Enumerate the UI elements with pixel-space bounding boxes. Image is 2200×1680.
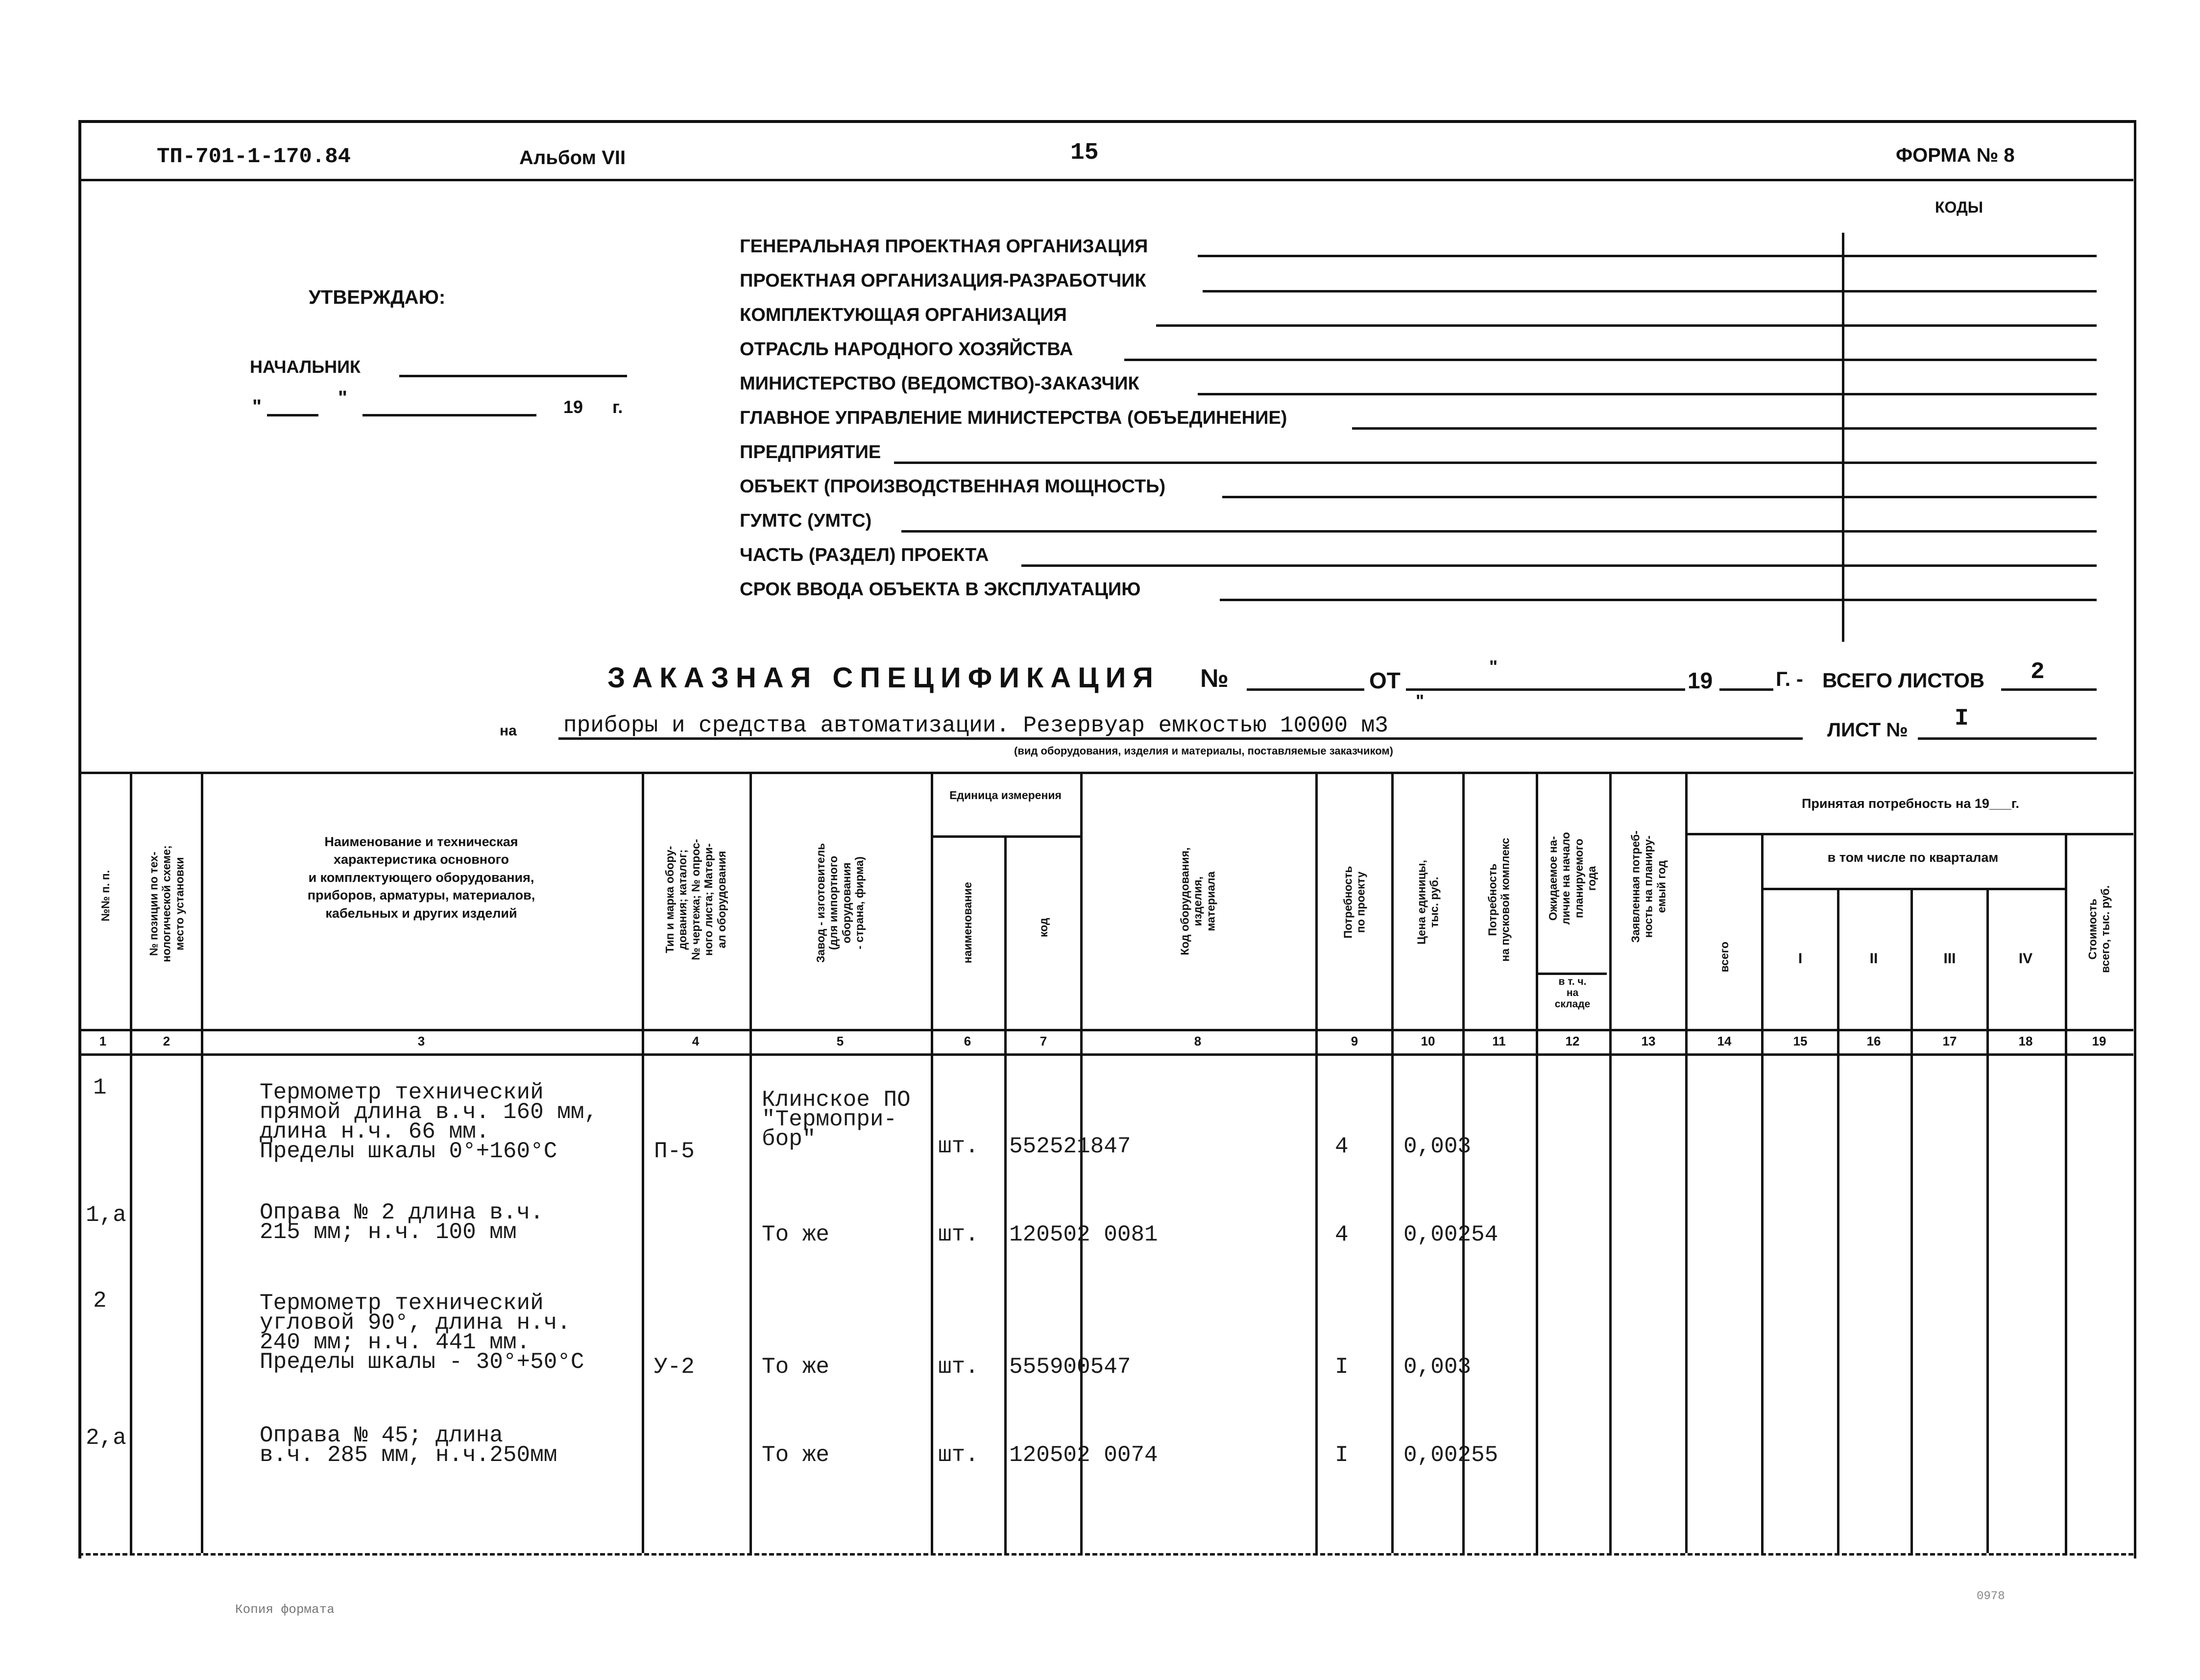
table-top-rule (78, 772, 2133, 774)
org-field-line (1222, 496, 2097, 498)
org-field-line (1021, 564, 2097, 567)
spec-year-line (1719, 688, 1773, 691)
col-header-line: приборов, арматуры, материалов, (307, 888, 535, 903)
org-field-label: МИНИСТЕРСТВО (ВЕДОМСТВО)-ЗАКАЗЧИК (740, 373, 1139, 394)
col-number: 16 (1866, 1034, 1881, 1048)
table-row-qty: 4 (1335, 1222, 1349, 1247)
org-field-line (1203, 290, 2097, 292)
spec-subject-line (558, 737, 1803, 740)
table-row-code: 555900547 (1009, 1354, 1131, 1380)
table-row-maker: Клинское ПО "Термопри- бор" (762, 1087, 911, 1152)
col-header-line: № чертежа; № опрос- (689, 839, 702, 960)
col-number: 9 (1351, 1034, 1358, 1048)
col-header-q2: II (1869, 950, 1878, 967)
col-header-line: Код оборудования, (1178, 847, 1191, 955)
spec-g-label: Г. - (1776, 667, 1803, 690)
quarters-group-rule (1761, 888, 2065, 890)
col-header-cost (2086, 865, 2112, 993)
spec-from-label: ОТ (1369, 668, 1401, 693)
org-field-line (1198, 393, 2097, 395)
col-header-price (1415, 833, 1441, 971)
col-divider (1685, 772, 1688, 1553)
table-bottom-rule (78, 1553, 2133, 1556)
codes-divider (1842, 233, 1844, 642)
org-field-label: ГУМТС (УМТС) (740, 511, 872, 531)
date-year-prefix: 19 (563, 397, 583, 417)
col-number: 5 (836, 1034, 844, 1048)
col-header-line: на пусковой комплекс (1499, 838, 1512, 962)
org-field-label: ГЛАВНОЕ УПРАВЛЕНИЕ МИНИСТЕРСТВА (ОБЪЕДИНЕНИЕ) (740, 408, 1287, 428)
spec-title: ЗАКАЗНАЯ СПЕЦИФИКАЦИЯ (607, 662, 1160, 694)
col-header-type (663, 811, 728, 988)
col-number: 4 (692, 1034, 700, 1048)
footer-left-note: Копия формата (235, 1602, 335, 1617)
col-header-line: ность на планиру- (1642, 835, 1655, 938)
c12-sub-rule (1536, 973, 1607, 975)
table-row-maker: То же (762, 1442, 830, 1468)
table-row-name: Термометр технический прямой длина в.ч. 160 мм, длина н.ч. 66 мм. Пределы шкалы 0°+160°С (260, 1080, 598, 1164)
col-divider (2065, 833, 2067, 1553)
col-header-startup (1486, 821, 1512, 978)
footer-right-note: 0978 (1977, 1590, 2005, 1603)
col-header-quarters-group: в том числе по кварталам (1827, 850, 1999, 865)
date-quote-open: " (252, 396, 262, 417)
col-number: 13 (1641, 1034, 1656, 1048)
spec-from-quote-close: " (1489, 657, 1498, 677)
spec-from-quote-open: " (1416, 691, 1425, 711)
col-header-line: Наименование и техническая (324, 834, 518, 849)
col-divider (931, 772, 933, 1553)
date-quote-close: " (338, 387, 347, 409)
col-number: 3 (417, 1034, 425, 1048)
col-header-line: материала (1204, 871, 1217, 931)
col-divider (1910, 888, 1913, 1553)
col-header-line: характеристика основного (334, 852, 509, 867)
table-row-qty: I (1335, 1442, 1349, 1468)
table-row-maker: То же (762, 1222, 830, 1247)
table-row-no: 1 (93, 1075, 107, 1100)
spec-total-sheets-line (2001, 688, 2097, 691)
table-header-bottom-rule (78, 1029, 2133, 1031)
col-header-units-group: Единица измерения (949, 789, 1062, 802)
table-row-price: 0,003 (1403, 1134, 1472, 1159)
org-field-label: ЧАСТЬ (РАЗДЕЛ) ПРОЕКТА (740, 545, 989, 565)
col-number: 8 (1194, 1034, 1202, 1048)
col-number: 15 (1793, 1034, 1808, 1048)
table-row-unit: шт. (938, 1222, 979, 1247)
org-field-line (894, 462, 2097, 464)
col-header-q3: III (1943, 950, 1956, 967)
chief-label: НАЧАЛЬНИК (250, 357, 361, 377)
approve-label: УТВЕРЖДАЮ: (309, 287, 446, 308)
col-divider (1462, 772, 1465, 1553)
table-row-code: 120502 0081 (1009, 1222, 1158, 1247)
col-header-line: по проекту (1354, 871, 1367, 933)
col-header-expected (1547, 810, 1598, 947)
table-row-type: П-5 (654, 1139, 695, 1164)
col-header-stock (1538, 976, 1607, 1010)
col-header-line: Заявленная потреб- (1629, 830, 1642, 943)
header-rule (78, 179, 2133, 181)
col-divider (642, 772, 644, 1553)
col-header-line: Завод - изготовитель (814, 843, 827, 963)
col-header-position (147, 823, 186, 985)
date-month-line (363, 414, 536, 416)
col-number: 7 (1040, 1034, 1047, 1048)
spec-year-label: 19 (1688, 668, 1713, 693)
form-number: ФОРМА № 8 (1896, 145, 2015, 166)
org-field-line (1156, 324, 2097, 327)
col-number: 18 (2018, 1034, 2033, 1048)
table-row-no: 2,а (86, 1425, 126, 1451)
col-header-line: нологической схеме; (160, 845, 173, 962)
col-header-line: № позиции по тех- (147, 852, 160, 956)
spec-number-line (1247, 688, 1364, 691)
table-numbers-bottom-rule (78, 1053, 2133, 1056)
col-number: 12 (1565, 1034, 1580, 1048)
date-day-line (267, 414, 318, 416)
col-divider (749, 772, 752, 1553)
col-number: 11 (1492, 1034, 1506, 1048)
spec-subject: приборы и средства автоматизации. Резервуар емкостью 10000 м3 (563, 713, 1388, 738)
col-header-line: Потребность (1341, 866, 1354, 939)
col-header-line: личие на начало (1559, 832, 1572, 925)
col-header-line: оборудования (840, 862, 853, 944)
spec-sheet-line (1918, 737, 2097, 740)
col-header-unit-code: код (1037, 918, 1050, 937)
col-divider (1391, 772, 1394, 1553)
col-header-line: ал оборудования (715, 851, 728, 949)
col-header-accepted-group: Принятая потребность на 19___г. (1802, 796, 2019, 811)
org-field-label: ПРОЕКТНАЯ ОРГАНИЗАЦИЯ-РАЗРАБОТЧИК (740, 270, 1146, 291)
org-field-line (1198, 255, 2097, 257)
col-header-line: Цена единицы, (1415, 860, 1428, 945)
table-row-no: 1,а (86, 1202, 126, 1228)
spec-sheet-label: ЛИСТ № (1827, 719, 1908, 741)
col-divider (1761, 833, 1764, 1553)
col-number: 1 (99, 1034, 107, 1048)
org-field-label: КОМПЛЕКТУЮЩАЯ ОРГАНИЗАЦИЯ (740, 305, 1067, 325)
spec-number-label: № (1200, 664, 1229, 693)
col-header-line: - страна, фирма) (853, 856, 866, 950)
col-header-line: на (1566, 987, 1579, 999)
date-year-suffix: г. (612, 397, 623, 417)
org-field-line (1220, 599, 2097, 601)
table-row-name: Оправа № 2 длина в.ч. 215 мм; н.ч. 100 мм (260, 1200, 544, 1245)
table-row-unit: шт. (938, 1354, 979, 1380)
col-header-requested (1629, 808, 1668, 965)
table-row-price: 0,00254 (1403, 1222, 1499, 1247)
col-header-line: складе (1554, 998, 1591, 1010)
col-header-equipment-code (1178, 821, 1217, 982)
col-number: 2 (163, 1034, 170, 1048)
col-header-need (1342, 833, 1368, 971)
org-field-line (1352, 427, 2097, 430)
col-header-maker (814, 817, 866, 989)
col-divider (1536, 772, 1538, 1553)
col-divider (1837, 888, 1839, 1553)
col-number: 6 (964, 1034, 971, 1048)
col-number: 14 (1717, 1034, 1732, 1048)
table-row-maker: То же (762, 1354, 830, 1380)
col-divider (1080, 772, 1083, 1553)
col-header-line: и комплектующего оборудования, (308, 870, 534, 885)
col-header-line: планируемого (1572, 838, 1585, 918)
col-header-line: года (1585, 866, 1598, 891)
col-number: 19 (2092, 1034, 2106, 1048)
org-field-label: ГЕНЕРАЛЬНАЯ ПРОЕКТНАЯ ОРГАНИЗАЦИЯ (740, 236, 1148, 257)
table-row-type: У-2 (654, 1354, 695, 1380)
org-field-label: ОБЪЕКТ (ПРОИЗВОДСТВЕННАЯ МОЩНОСТЬ) (740, 476, 1166, 497)
col-header-unit-name: наименование (961, 882, 974, 964)
page-number: 15 (1070, 140, 1099, 166)
table-row-unit: шт. (938, 1134, 979, 1159)
col-number: 10 (1421, 1034, 1435, 1048)
table-row-qty: I (1335, 1354, 1349, 1380)
col-header-no: №№ п. п. (98, 870, 112, 922)
org-field-label: СРОК ВВОДА ОБЪЕКТА В ЭКСПЛУАТАЦИЮ (740, 579, 1141, 600)
col-header-line: ного листа; Матери- (702, 843, 715, 956)
col-divider (1004, 835, 1007, 1553)
col-header-name (260, 833, 583, 922)
col-divider (130, 772, 132, 1553)
org-field-label: ОТРАСЛЬ НАРОДНОГО ХОЗЯЙСТВА (740, 339, 1073, 360)
col-header-line: Ожидаемое на- (1547, 836, 1560, 921)
col-header-line: Потребность (1486, 863, 1499, 936)
col-divider (1986, 888, 1989, 1553)
table-row-code: 120502 0074 (1009, 1442, 1158, 1468)
col-header-line: (для импортного (827, 855, 840, 950)
codes-label: КОДЫ (1935, 198, 1983, 216)
col-header-line: изделия, (1191, 876, 1204, 926)
spec-from-line (1406, 688, 1685, 691)
col-header-q4: IV (2018, 950, 2033, 967)
col-header-line: Стоимость (2086, 899, 2099, 960)
table-row-qty: 4 (1335, 1134, 1349, 1159)
doc-code: ТП-701-1-170.84 (157, 145, 351, 169)
col-header-line: емый год (1655, 860, 1668, 913)
table-row-no: 2 (93, 1288, 107, 1314)
table-row-code: 552521847 (1009, 1134, 1131, 1159)
album-label: Альбом VII (519, 147, 626, 169)
col-header-line: дования; каталог; (676, 849, 689, 950)
spec-total-sheets-label: ВСЕГО ЛИСТОВ (1822, 669, 1985, 692)
col-header-line: тыс. руб. (1428, 877, 1441, 928)
col-header-line: Тип и марка обору- (663, 846, 676, 953)
col-header-q1: I (1798, 950, 1803, 967)
org-field-line (901, 530, 2097, 533)
table-row-unit: шт. (938, 1442, 979, 1468)
col-header-line: в т. ч. (1558, 976, 1587, 987)
table-row-name: Оправа № 45; длина в.ч. 285 мм, н.ч.250мм (260, 1423, 557, 1468)
col-divider (1315, 772, 1318, 1553)
spec-na-label: на (500, 723, 517, 739)
col-header-line: всего, тыс. руб. (2099, 885, 2112, 973)
spec-total-sheets-value: 2 (2031, 659, 2045, 685)
col-divider (1609, 772, 1612, 1553)
table-row-price: 0,003 (1403, 1354, 1472, 1380)
chief-line (399, 375, 627, 377)
spec-subject-caption: (вид оборудования, изделия и материалы, поставляемые заказчиком) (1014, 745, 1394, 757)
col-number: 17 (1942, 1034, 1957, 1048)
table-row-name: Термометр технический угловой 90°, длина н.ч. 240 мм; н.ч. 441 мм. Пределы шкалы - 30°+50°С (260, 1290, 584, 1375)
spec-sheet-value: I (1955, 706, 1969, 732)
org-field-label: ПРЕДПРИЯТИЕ (740, 442, 881, 463)
col-divider (201, 772, 203, 1553)
col-header-line: место установки (173, 857, 186, 950)
table-row-price: 0,00255 (1403, 1442, 1499, 1468)
org-field-line (1124, 359, 2097, 361)
col-header-total: всего (1717, 941, 1731, 973)
col-header-line: кабельных и других изделий (325, 905, 517, 921)
